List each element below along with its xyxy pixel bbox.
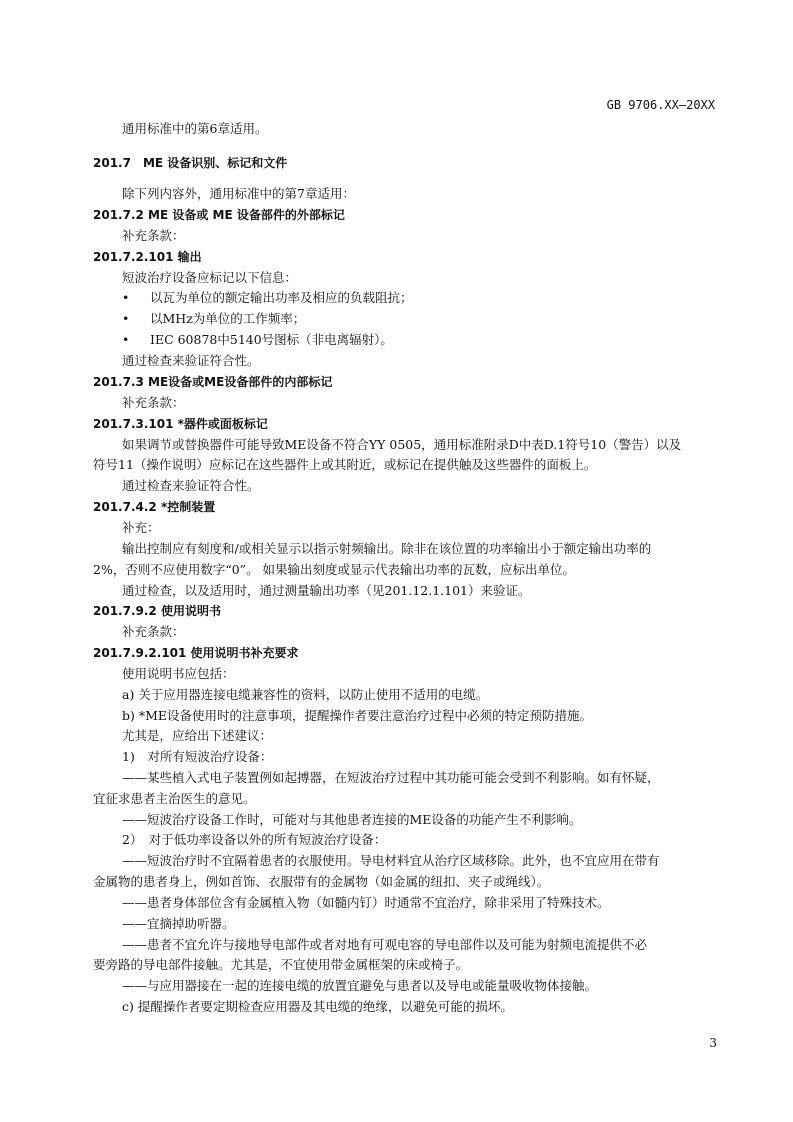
text-line: 补充：	[122, 520, 160, 535]
text-line: 补充条款：	[122, 624, 185, 639]
bullet-icon: •	[122, 311, 130, 326]
text-line: 除下列内容外，通用标准中的第7章适用：	[122, 186, 355, 201]
bullet-icon: •	[122, 332, 130, 347]
document-number: GB 9706.XX—20XX	[606, 98, 715, 112]
text-line: 通用标准中的第6章适用。	[122, 121, 268, 136]
text-line: 符号11（操作说明）应标记在这些器件上或其附近，或标记在提供触及这些器件的面板上。	[93, 457, 597, 472]
text-line: 尤其是，应给出下述建议：	[122, 728, 273, 743]
list-item: 以瓦为单位的额定输出功率及相应的负载阻抗；	[150, 290, 413, 305]
text-line: 短波治疗设备应标记以下信息：	[122, 270, 298, 285]
text-line: 通过检查来验证符合性。	[122, 353, 260, 368]
text-line: 宜征求患者主治医生的意见。	[93, 791, 256, 806]
text-line: ——宜摘掉助听器。	[122, 916, 235, 931]
text-line: ——患者身体部位含有金属植入物（如髓内钉）时通常不宜治疗，除非采用了特殊技术。	[122, 895, 610, 910]
text-line: 通过检查来验证符合性。	[122, 478, 260, 493]
section-heading: 201.7.3 ME设备或ME设备部件的内部标记	[93, 375, 333, 389]
page-number: 3	[709, 1036, 717, 1050]
list-item: c) 提醒操作者要定期检查应用器及其电缆的绝缘，以避免可能的损坏。	[122, 999, 513, 1014]
section-heading: 201.7.3.101 *器件或面板标记	[93, 417, 268, 431]
list-item: IEC 60878中5140号图标（非电离辐射）。	[150, 332, 393, 347]
text-line: ——短波治疗时不宜隔着患者的衣服使用。导电材料宜从治疗区域移除。此外，也不宜应用在带有	[122, 853, 660, 868]
text-line: 输出控制应有刻度和/或相关显示以指示射频输出。除非在该位置的功率输出小于额定输出功率的	[122, 541, 652, 556]
text-line: 如果调节或替换器件可能导致ME设备不符合YY 0505，通用标准附录D中表D.1符号10（警告）以及	[122, 437, 682, 452]
list-item: 2） 对于低功率设备以外的所有短波治疗设备：	[122, 832, 387, 847]
list-item: a) 关于应用器连接电缆兼容性的资料，以防止使用不适用的电缆。	[122, 687, 489, 702]
text-line: 要旁路的导电部件接触。尤其是，不宜使用带金属框架的床或椅子。	[93, 957, 469, 972]
list-item: b) *ME设备使用时的注意事项，提醒操作者要注意治疗过程中必须的特定预防措施。	[122, 708, 593, 723]
text-line: 补充条款：	[122, 395, 185, 410]
section-heading: 201.7.9.2.101 使用说明书补充要求	[93, 646, 299, 660]
text-line: ——短波治疗设备工作时，可能对与其他患者连接的ME设备的功能产生不利影响。	[122, 812, 582, 827]
bullet-icon: •	[122, 290, 130, 305]
list-item: 1) 对所有短波治疗设备：	[122, 749, 273, 764]
section-heading: 201.7.2 ME 设备或 ME 设备部件的外部标记	[93, 208, 345, 222]
text-line: 使用说明书应包括：	[122, 666, 235, 681]
text-line: 补充条款：	[122, 228, 185, 243]
text-line: ——与应用器接在一起的连接电缆的放置宜避免与患者以及导电或能量吸收物体接触。	[122, 978, 598, 993]
text-line: 金属物的患者身上，例如首饰、衣服带有的金属物（如金属的纽扣、夹子或绳线）。	[93, 874, 550, 889]
text-line: 通过检查，以及适用时，通过测量输出功率（见201.12.1.101）来验证。	[122, 583, 531, 598]
section-heading: 201.7.2.101 输出	[93, 250, 202, 264]
section-heading: 201.7.9.2 使用说明书	[93, 604, 221, 618]
text-line: ——患者不宜允许与接地导电部件或者对地有可观电容的导电部件以及可能为射频电流提供不必	[122, 937, 648, 952]
text-line: ——某些植入式电子装置例如起搏器，在短波治疗过程中其功能可能会受到不利影响。如有怀疑，	[122, 770, 660, 785]
text-line: 2%，否则不应使用数字“0”。 如果输出刻度或显示代表输出功率的瓦数，应标出单位。	[93, 562, 576, 577]
section-heading: 201.7 ME 设备识别、标记和文件	[93, 156, 288, 170]
section-heading: 201.7.4.2 *控制装置	[93, 500, 216, 514]
list-item: 以MHz为单位的工作频率；	[150, 311, 306, 326]
